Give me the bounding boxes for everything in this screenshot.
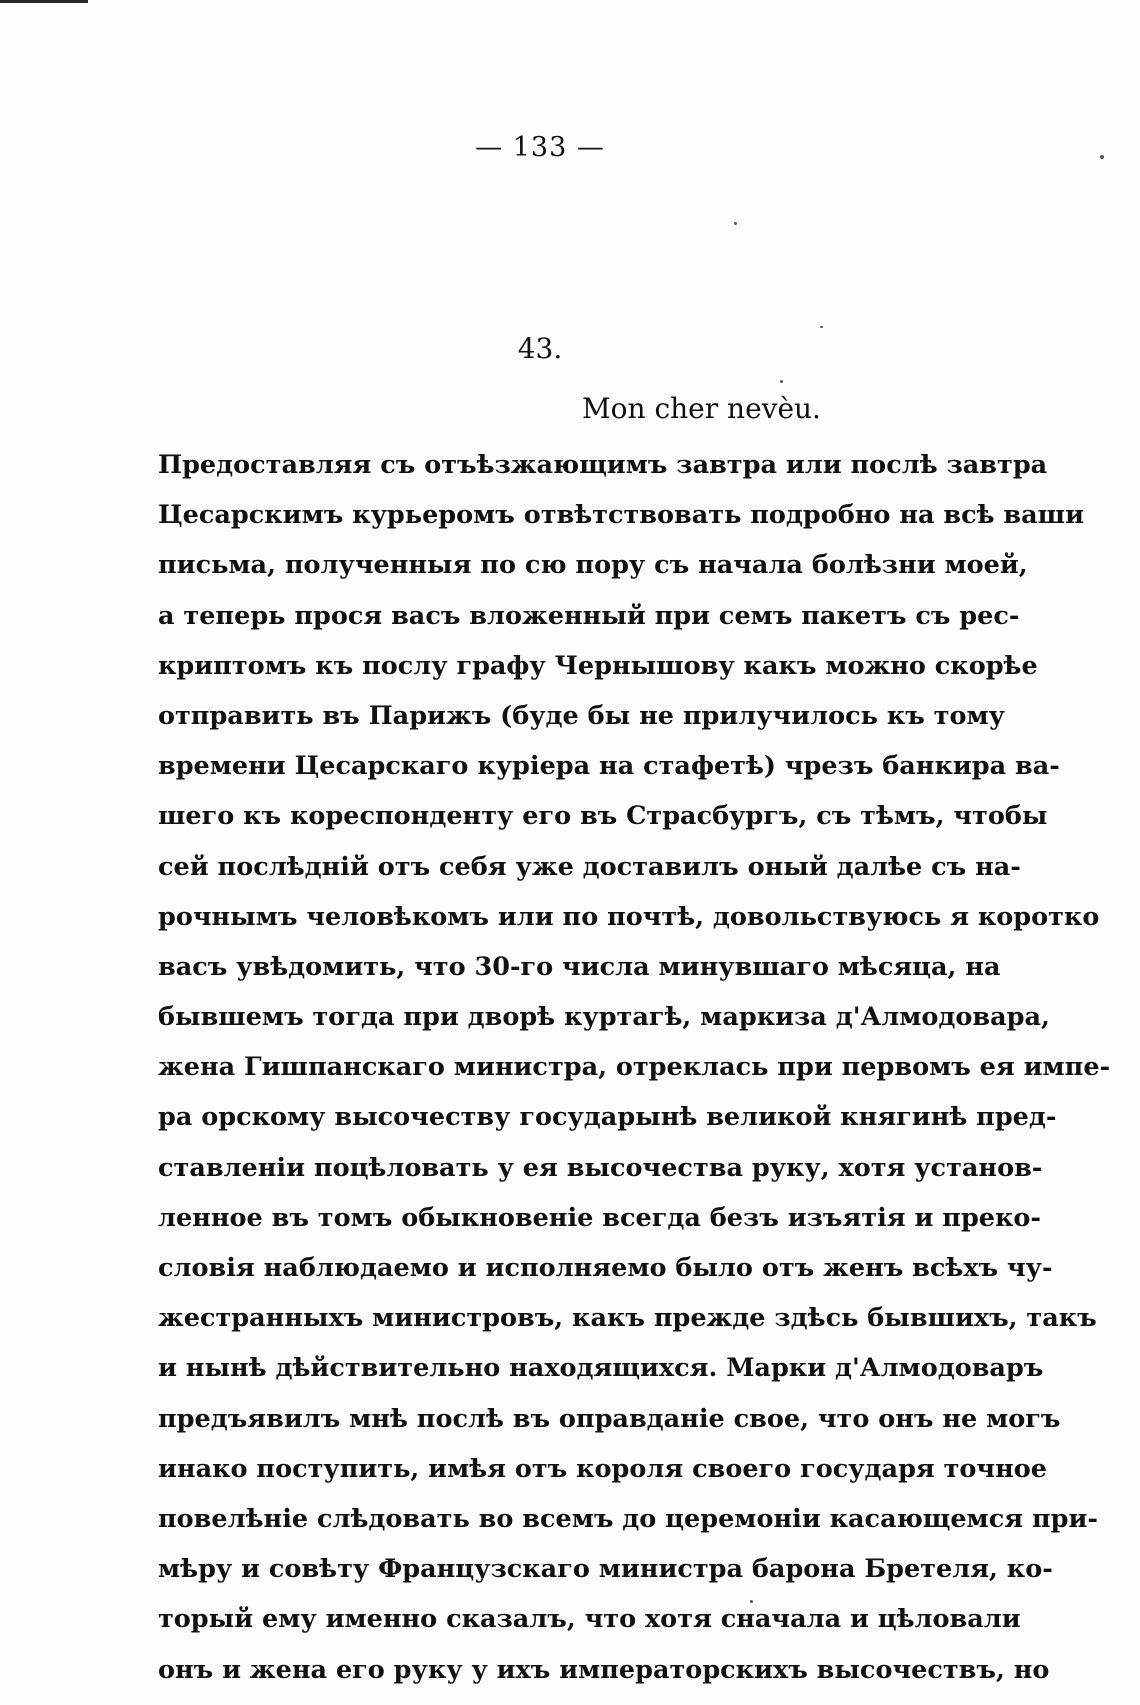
letter-number: 43. bbox=[517, 332, 563, 365]
text-line: жестранныхъ министровъ, какъ прежде здѣсь бывшихъ, такъ bbox=[158, 1303, 1097, 1334]
text-line: шего къ кореспонденту его въ Страсбургъ, съ тѣмъ, чтобы bbox=[158, 801, 1048, 832]
scan-speck bbox=[750, 1600, 753, 1603]
text-line: бывшемъ тогда при дворѣ куртагѣ, маркиза д'Алмодоварa, bbox=[158, 1002, 1050, 1033]
text-line: мѣру и совѣту Французскаго министра барона Бретеля, ко- bbox=[158, 1554, 1053, 1585]
text-line: словія наблюдаемо и исполняемо было отъ женъ всѣхъ чу- bbox=[158, 1253, 1053, 1283]
text-line: и нынѣ дѣйствительно находящихся. Марки д'Алмодоваръ bbox=[158, 1353, 1044, 1384]
page-number: — 133 — bbox=[475, 132, 605, 163]
text-line: времени Цесарскаго куріера на стафетѣ) чрезъ банкира ва- bbox=[158, 751, 1060, 782]
text-line: торый ему именно сказалъ, что хотя сначала и цѣловали bbox=[158, 1604, 1021, 1635]
salutation: Mon cher nevèu. bbox=[582, 392, 821, 425]
text-line: Предоставляя съ отъѣзжающимъ завтра или послѣ завтра bbox=[158, 450, 1048, 480]
text-line: сей послѣдній отъ себя уже доставилъ оный далѣе съ на- bbox=[158, 851, 1021, 882]
scan-speck bbox=[780, 380, 783, 383]
text-line: рочнымъ человѣкомъ или по почтѣ, довольствуюсь я коротко bbox=[158, 901, 1100, 932]
text-line: повелѣніе слѣдовать во всемъ до церемоніи касающемся при- bbox=[158, 1503, 1098, 1534]
text-line: ленное въ томъ обыкновеніе всегда безъ изъятія и преко- bbox=[158, 1202, 1041, 1233]
text-line: отправить въ Парижъ (буде бы не прилучилось къ тому bbox=[158, 700, 1005, 731]
top-edge-rule bbox=[0, 0, 88, 3]
text-line: инако поступить, имѣя отъ короля своего государя точное bbox=[158, 1453, 1047, 1484]
text-line: ра орскому высочеству государынѣ великой княгинѣ пред- bbox=[158, 1102, 1057, 1133]
text-line: ставленіи поцѣловать у ея высочества руку, хотя установ- bbox=[158, 1152, 1043, 1183]
letter-body bbox=[158, 440, 1111, 1695]
text-line: жена Гишпанскаго министра, отреклась при первомъ ея импе- bbox=[158, 1052, 1111, 1083]
scan-speck bbox=[820, 326, 823, 328]
scan-speck bbox=[734, 222, 737, 225]
text-line: васъ увѣдомить, что 30-го числа минувшаго мѣсяца, на bbox=[158, 951, 1001, 982]
scan-speck bbox=[1100, 155, 1104, 159]
text-line: онъ и жена его руку у ихъ императорскихъ высочествъ, но bbox=[158, 1654, 1050, 1685]
text-line: письма, полученныя по сю пору съ начала болѣзни моей, bbox=[158, 550, 1028, 581]
text-line: предъявилъ мнѣ послѣ въ оправданіе свое, что онъ не могъ bbox=[158, 1403, 1061, 1434]
text-line: а теперь прося васъ вложенный при семъ пакетъ съ рес- bbox=[158, 600, 1020, 631]
text-line: криптомъ къ послу графу Чернышову какъ можно скорѣе bbox=[158, 650, 1038, 681]
text-line: Цесарскимъ курьеромъ отвѣтствовать подробно на всѣ ваши bbox=[158, 500, 1084, 531]
